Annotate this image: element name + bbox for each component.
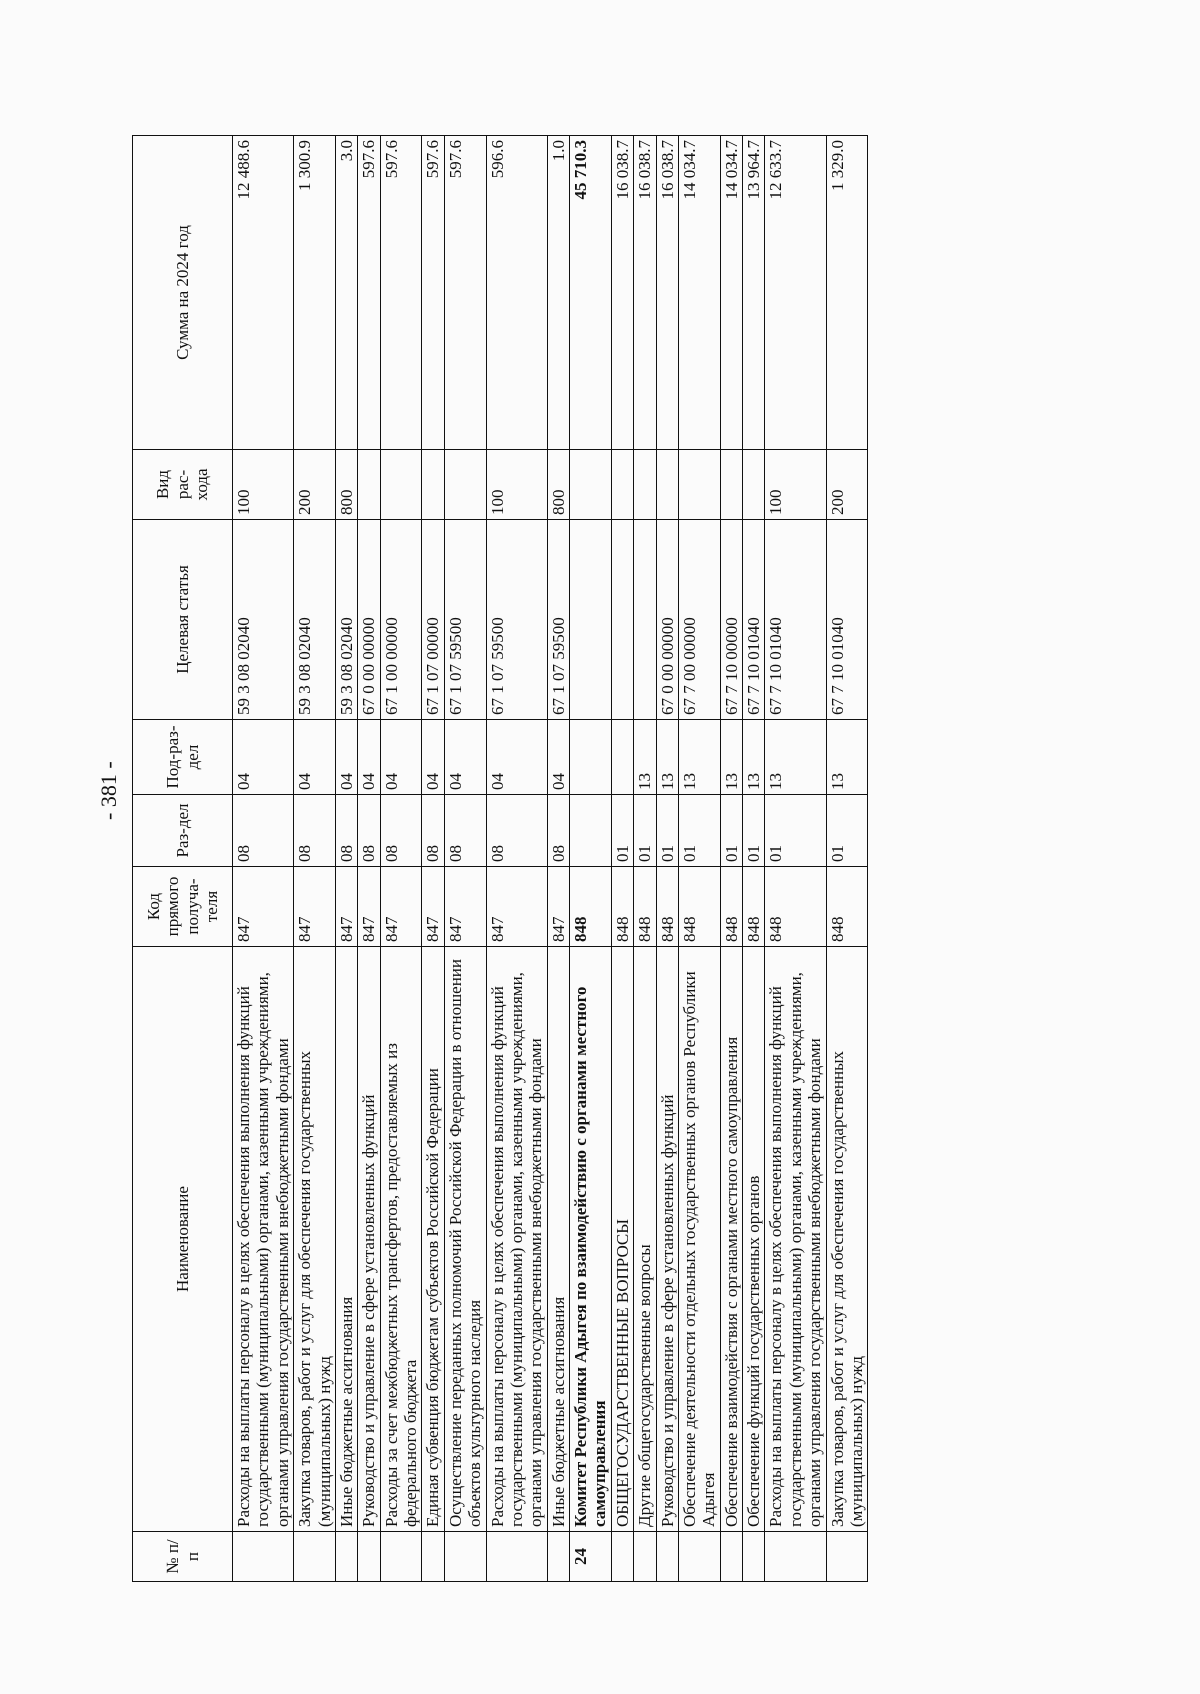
table-row — [611, 136, 633, 1582]
cell-target: 67 7 10 00000 — [720, 520, 742, 720]
cell-subsection: 13 — [743, 720, 765, 795]
cell-subsection: 13 — [765, 720, 826, 795]
header-subsection: Под-раз-дел — [133, 720, 233, 795]
cell-name: Иные бюджетные ассигнования — [547, 947, 569, 1532]
cell-target: 67 0 00 00000 — [656, 520, 678, 720]
cell-type — [634, 450, 656, 520]
cell-subsection: 04 — [486, 720, 547, 795]
table-row — [634, 136, 656, 1582]
cell-section: 01 — [656, 795, 678, 867]
table-row — [294, 136, 336, 1582]
cell-subsection: 04 — [335, 720, 357, 795]
table-row — [720, 136, 742, 1582]
cell-subsection: 04 — [547, 720, 569, 795]
cell-no — [634, 1532, 656, 1582]
cell-type — [444, 450, 486, 520]
cell-section — [570, 795, 612, 867]
cell-name: Расходы на выплаты персоналу в целях обеспечения выполнения функций государственными (муниципальными) органами, казенными учреждениями, органами управления государственными внебюджетными фондами — [765, 947, 826, 1532]
cell-sum: 597.6 — [380, 136, 422, 450]
table-row — [233, 136, 294, 1582]
cell-no — [422, 1532, 444, 1582]
cell-no — [335, 1532, 357, 1582]
cell-type — [678, 450, 720, 520]
cell-code: 847 — [486, 867, 547, 947]
table-header-row — [133, 136, 233, 1582]
cell-subsection: 04 — [358, 720, 380, 795]
cell-code: 848 — [634, 867, 656, 947]
cell-sum: 16 038.7 — [656, 136, 678, 450]
cell-code: 848 — [743, 867, 765, 947]
cell-section: 08 — [358, 795, 380, 867]
cell-target: 67 1 07 59500 — [547, 520, 569, 720]
cell-section: 08 — [444, 795, 486, 867]
cell-subsection: 13 — [826, 720, 868, 795]
cell-sum: 45 710.3 — [570, 136, 612, 450]
cell-code: 848 — [570, 867, 612, 947]
cell-name: Расходы на выплаты персоналу в целях обеспечения выполнения функций государственными (муниципальными) органами, казенными учреждениями, органами управления государственными внебюджетными фондами — [233, 947, 294, 1532]
cell-type — [358, 450, 380, 520]
cell-target: 67 7 10 01040 — [765, 520, 826, 720]
cell-sum: 597.6 — [358, 136, 380, 450]
cell-type — [720, 450, 742, 520]
cell-type — [570, 450, 612, 520]
cell-section: 01 — [678, 795, 720, 867]
cell-name: Закупка товаров, работ и услуг для обеспечения государственных (муниципальных) нужд — [826, 947, 868, 1532]
cell-no — [358, 1532, 380, 1582]
cell-target: 67 7 00 00000 — [678, 520, 720, 720]
cell-target: 67 1 07 59500 — [486, 520, 547, 720]
table-row — [380, 136, 422, 1582]
cell-type — [656, 450, 678, 520]
cell-name: Комитет Республики Адыгея по взаимодействию с органами местного самоуправления — [570, 947, 612, 1532]
table-row — [656, 136, 678, 1582]
cell-section: 01 — [743, 795, 765, 867]
header-name: Наименование — [133, 947, 233, 1532]
cell-sum: 13 964.7 — [743, 136, 765, 450]
cell-name: Обеспечение функций государственных органов — [743, 947, 765, 1532]
cell-type — [611, 450, 633, 520]
cell-name: Единая субвенция бюджетам субъектов Российской Федерации — [422, 947, 444, 1532]
cell-no — [547, 1532, 569, 1582]
table-row — [358, 136, 380, 1582]
cell-type — [380, 450, 422, 520]
cell-type: 200 — [294, 450, 336, 520]
cell-section: 08 — [547, 795, 569, 867]
cell-code: 847 — [380, 867, 422, 947]
cell-no: 24 — [570, 1532, 612, 1582]
cell-section: 08 — [380, 795, 422, 867]
cell-no — [765, 1532, 826, 1582]
cell-name: Руководство и управление в сфере установленных функций — [656, 947, 678, 1532]
cell-code: 847 — [444, 867, 486, 947]
cell-sum: 1.0 — [547, 136, 569, 450]
cell-subsection: 04 — [294, 720, 336, 795]
cell-no — [678, 1532, 720, 1582]
cell-sum: 1 329.0 — [826, 136, 868, 450]
cell-section: 01 — [720, 795, 742, 867]
cell-target: 59 3 08 02040 — [294, 520, 336, 720]
cell-name: Другие общегосударственные вопросы — [634, 947, 656, 1532]
table-row — [570, 136, 612, 1582]
cell-name: Обеспечение взаимодействия с органами местного самоуправления — [720, 947, 742, 1532]
cell-subsection: 04 — [380, 720, 422, 795]
cell-code: 847 — [422, 867, 444, 947]
cell-subsection: 13 — [720, 720, 742, 795]
header-type: Вид рас-хода — [133, 450, 233, 520]
cell-subsection: 04 — [422, 720, 444, 795]
cell-no — [720, 1532, 742, 1582]
cell-target: 67 7 10 01040 — [826, 520, 868, 720]
cell-sum: 16 038.7 — [611, 136, 633, 450]
cell-section: 01 — [765, 795, 826, 867]
cell-target: 67 7 10 01040 — [743, 520, 765, 720]
cell-no — [444, 1532, 486, 1582]
cell-sum: 3.0 — [335, 136, 357, 450]
cell-sum: 16 038.7 — [634, 136, 656, 450]
cell-sum: 597.6 — [422, 136, 444, 450]
cell-type: 100 — [486, 450, 547, 520]
table-row — [678, 136, 720, 1582]
cell-sum: 597.6 — [444, 136, 486, 450]
cell-section: 08 — [294, 795, 336, 867]
cell-subsection: 13 — [634, 720, 656, 795]
cell-sum: 12 488.6 — [233, 136, 294, 450]
cell-sum: 14 034.7 — [678, 136, 720, 450]
cell-no — [486, 1532, 547, 1582]
cell-code: 848 — [826, 867, 868, 947]
table-row — [547, 136, 569, 1582]
cell-code: 847 — [547, 867, 569, 947]
cell-type: 800 — [547, 450, 569, 520]
cell-type: 200 — [826, 450, 868, 520]
table-row — [486, 136, 547, 1582]
cell-section: 08 — [335, 795, 357, 867]
cell-no — [656, 1532, 678, 1582]
cell-no — [294, 1532, 336, 1582]
cell-code: 847 — [294, 867, 336, 947]
header-target: Целевая статья — [133, 520, 233, 720]
cell-section: 08 — [233, 795, 294, 867]
cell-target: 67 1 07 00000 — [422, 520, 444, 720]
cell-sum: 596.6 — [486, 136, 547, 450]
cell-no — [611, 1532, 633, 1582]
table-row — [335, 136, 357, 1582]
cell-subsection: 13 — [656, 720, 678, 795]
cell-target — [611, 520, 633, 720]
cell-code: 848 — [765, 867, 826, 947]
cell-code: 847 — [358, 867, 380, 947]
cell-target: 67 0 00 00000 — [358, 520, 380, 720]
header-section: Раз-дел — [133, 795, 233, 867]
cell-no — [233, 1532, 294, 1582]
cell-code: 848 — [656, 867, 678, 947]
cell-target: 59 3 08 02040 — [335, 520, 357, 720]
budget-table — [132, 135, 868, 1582]
cell-sum: 12 633.7 — [765, 136, 826, 450]
cell-target: 67 1 00 00000 — [380, 520, 422, 720]
cell-name: Обеспечение деятельности отдельных государственных органов Республики Адыгея — [678, 947, 720, 1532]
page-number: - 381 - — [96, 761, 121, 820]
cell-subsection — [611, 720, 633, 795]
cell-no — [743, 1532, 765, 1582]
cell-section: 08 — [486, 795, 547, 867]
cell-name: Расходы за счет межбюджетных трансфертов, предоставляемых из федерального бюджета — [380, 947, 422, 1532]
header-sum: Сумма на 2024 год — [133, 136, 233, 450]
cell-subsection — [570, 720, 612, 795]
cell-code: 848 — [720, 867, 742, 947]
cell-code: 848 — [611, 867, 633, 947]
cell-name: Руководство и управление в сфере установленных функций — [358, 947, 380, 1532]
cell-section: 08 — [422, 795, 444, 867]
cell-name: ОБЩЕГОСУДАРСТВЕННЫЕ ВОПРОСЫ — [611, 947, 633, 1532]
cell-name: Расходы на выплаты персоналу в целях обеспечения выполнения функций государственными (муниципальными) органами, казенными учреждениями, органами управления государственными внебюджетными фондами — [486, 947, 547, 1532]
cell-subsection: 04 — [444, 720, 486, 795]
rotated-page — [132, 136, 1052, 1582]
table-row — [765, 136, 826, 1582]
cell-subsection: 04 — [233, 720, 294, 795]
cell-type: 100 — [233, 450, 294, 520]
cell-type — [422, 450, 444, 520]
cell-type: 800 — [335, 450, 357, 520]
cell-no — [826, 1532, 868, 1582]
header-code: Код прямого получа-теля — [133, 867, 233, 947]
cell-type: 100 — [765, 450, 826, 520]
cell-name: Иные бюджетные ассигнования — [335, 947, 357, 1532]
cell-target: 67 1 07 59500 — [444, 520, 486, 720]
cell-sum: 14 034.7 — [720, 136, 742, 450]
table-row — [422, 136, 444, 1582]
cell-section: 01 — [826, 795, 868, 867]
cell-target: 59 3 08 02040 — [233, 520, 294, 720]
cell-section: 01 — [611, 795, 633, 867]
cell-code: 847 — [233, 867, 294, 947]
table-row — [826, 136, 868, 1582]
header-no: № п/п — [133, 1532, 233, 1582]
cell-sum: 1 300.9 — [294, 136, 336, 450]
cell-type — [743, 450, 765, 520]
cell-target — [570, 520, 612, 720]
cell-code: 848 — [678, 867, 720, 947]
cell-target — [634, 520, 656, 720]
table-row — [743, 136, 765, 1582]
cell-name: Осуществление переданных полномочий Российской Федерации в отношении объектов культурного наследия — [444, 947, 486, 1532]
cell-name: Закупка товаров, работ и услуг для обеспечения государственных (муниципальных) нужд — [294, 947, 336, 1532]
table-body — [233, 136, 868, 1582]
cell-section: 01 — [634, 795, 656, 867]
cell-no — [380, 1532, 422, 1582]
cell-subsection: 13 — [678, 720, 720, 795]
table-row — [444, 136, 486, 1582]
cell-code: 847 — [335, 867, 357, 947]
